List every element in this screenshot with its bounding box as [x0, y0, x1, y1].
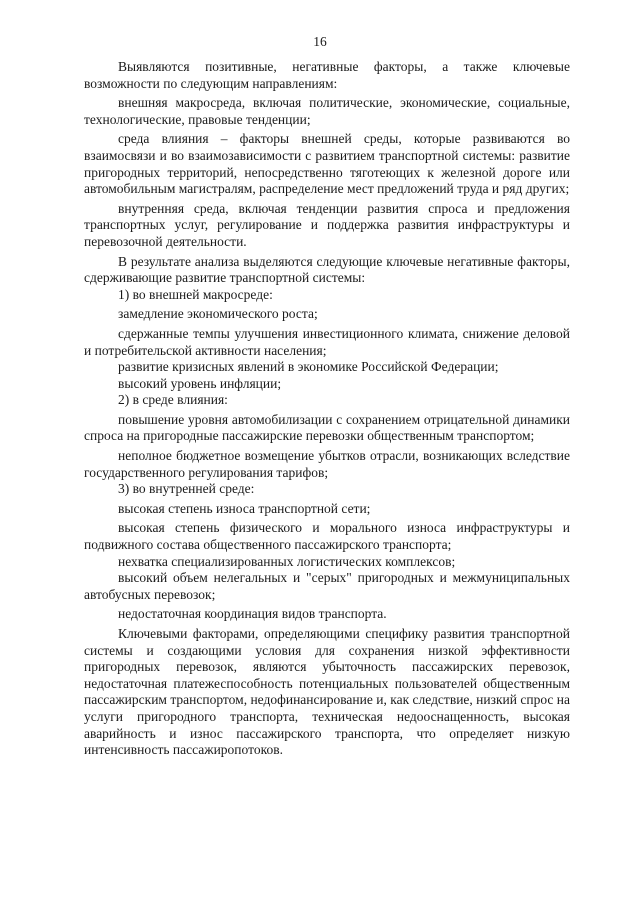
- document-body: [84, 59, 570, 759]
- list-item: высокий уровень инфляции;: [118, 375, 282, 391]
- list-item: высокий объем нелегальных и "серых" пригородных и межмуниципальных автобусных перевозок;: [84, 570, 570, 602]
- paragraph-influence-environment: среда влияния – факторы внешней среды, которые развиваются во взаимосвязи и во взаимозависимости с развитием транспортной системы: развитие пригородных территорий, непосредственно тяготеющих к железной дороге или автомобильным магистралям, распределение мест предложений труда и ряд других;: [84, 131, 570, 197]
- paragraph-macro-environment: внешняя макросреда, включая политические, экономические, социальные, технологические, правовые тенденции;: [84, 95, 570, 127]
- list-item: неполное бюджетное возмещение убытков отрасли, возникающих вследствие государственного регулирования тарифов;: [84, 448, 570, 480]
- list-item: нехватка специализированных логистических комплексов;: [118, 553, 456, 569]
- list-item: развитие кризисных явлений в экономике Российской Федерации;: [118, 359, 499, 375]
- paragraph-key-factors: Ключевыми факторами, определяющими специфику развития транспортной системы и создающими условия для сохранения низкой эффективности пригородных перевозок, являются убыточность пассажирских перевозок, недостаточная платежеспособность потенциальных пользователей общественным пассажирским транспортом, недофинансирование и, как следствие, низкий спрос на услуги пригородного транспорта, техническая недооснащенность, высокая аварийность и износ пассажирского транспорта, что определяет низкую интенсивность пассажиропотоков.: [84, 626, 570, 758]
- list-item: высокая степень износа транспортной сети;: [118, 500, 371, 516]
- page-number: 16: [313, 34, 327, 49]
- list-item: высокая степень физического и морального износа инфраструктуры и подвижного состава общественного пассажирского транспорта;: [84, 520, 570, 553]
- list-heading-external: 1) во внешней макросреде:: [118, 286, 273, 302]
- paragraph-internal-environment: внутренняя среда, включая тенденции развития спроса и предложения транспортных услуг, регулирование и поддержка развития инфраструктуры и перевозочной деятельности.: [84, 200, 570, 249]
- list-heading-influence: 2) в среде влияния:: [118, 392, 228, 408]
- list-item: сдержанные темпы улучшения инвестиционного климата, снижение деловой и потребительской активности населения;: [84, 325, 570, 358]
- list-heading-internal: 3) во внутренней среде:: [118, 481, 255, 497]
- list-item: замедление экономического роста;: [118, 306, 318, 322]
- list-item: повышение уровня автомобилизации с сохранением отрицательной динамики спроса на пригородные пассажирские перевозки общественным транспортом;: [84, 411, 570, 444]
- paragraph-intro: Выявляются позитивные, негативные факторы, а также ключевые возможности по следующим направлениям:: [84, 59, 570, 91]
- paragraph-analysis-result: В результате анализа выделяются следующие ключевые негативные факторы, сдерживающие развитие транспортной системы:: [84, 253, 570, 286]
- list-item: недостаточная координация видов транспорта.: [118, 606, 387, 622]
